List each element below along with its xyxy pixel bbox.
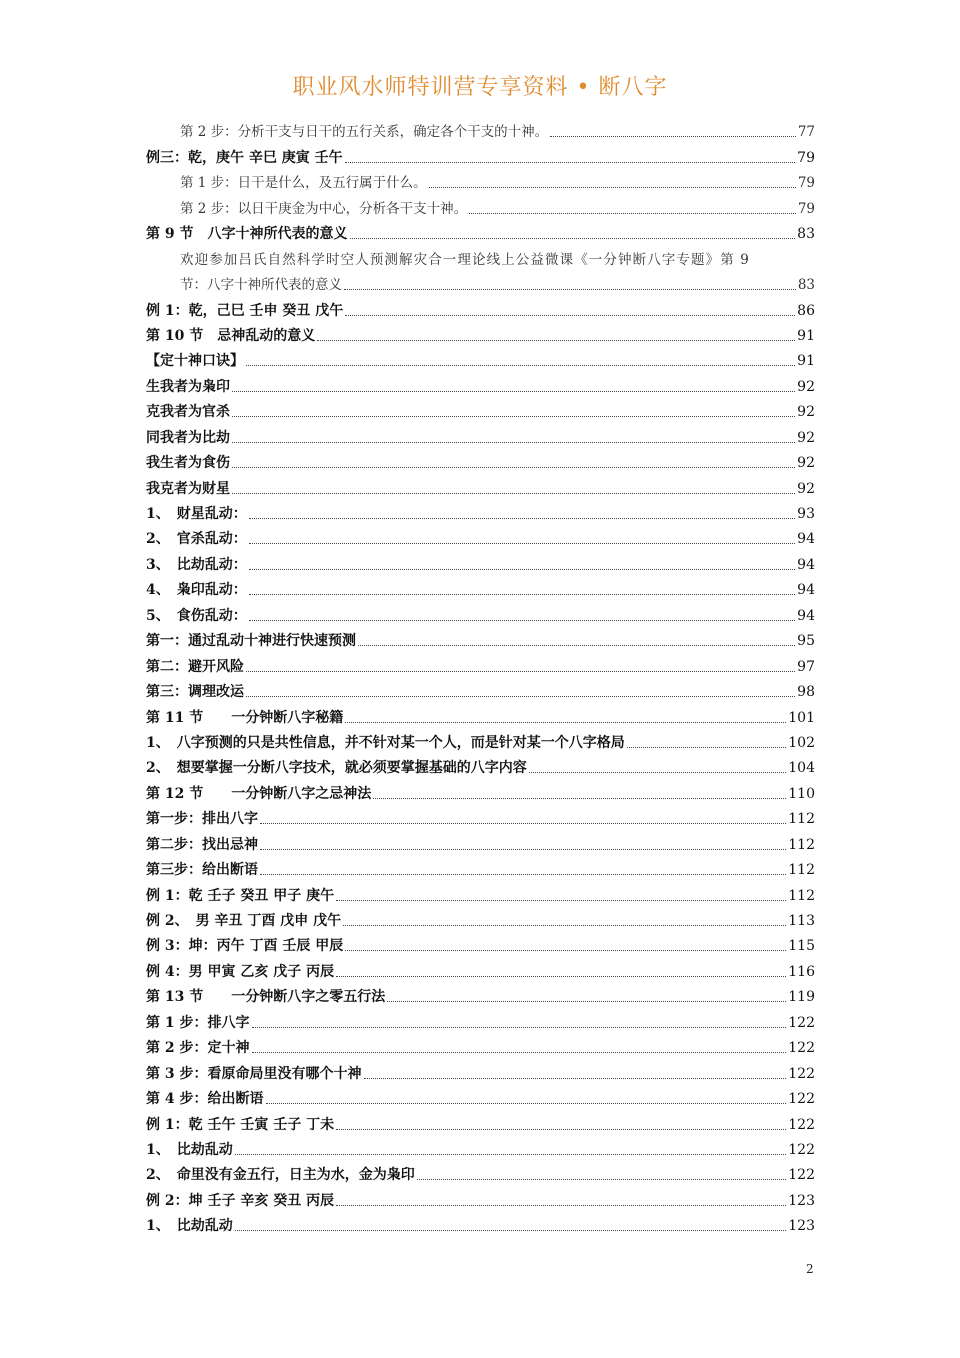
toc-entry-title: 例 3：坤：丙午 丁酉 壬辰 甲辰 bbox=[146, 938, 344, 955]
toc-entry-title: 例 1：乾，己巳 壬申 癸丑 戊午 bbox=[146, 302, 344, 319]
toc-leader-dots bbox=[345, 315, 795, 316]
toc-leader-dots bbox=[469, 213, 796, 214]
toc-entry-page: 122 bbox=[788, 1141, 815, 1158]
toc-entry[interactable] bbox=[146, 1210, 815, 1235]
toc-entry-page: 98 bbox=[797, 684, 815, 701]
toc-entry[interactable] bbox=[146, 955, 815, 980]
toc-entry-page: 86 bbox=[797, 302, 815, 319]
toc-entry[interactable] bbox=[146, 1057, 815, 1082]
toc-entry-page: 122 bbox=[788, 1167, 815, 1184]
toc-entry-title: 第 13 节 一分钟断八字之零五行法 bbox=[146, 989, 386, 1006]
toc-entry[interactable] bbox=[146, 828, 815, 853]
toc-entry-page: 112 bbox=[788, 887, 815, 904]
toc-entry[interactable] bbox=[146, 752, 815, 777]
toc-leader-dots bbox=[235, 1154, 787, 1155]
toc-entry-title: 第二步：找出忌神 bbox=[146, 836, 258, 853]
toc-entry-title: 1、 比劫乱动 bbox=[146, 1218, 233, 1235]
toc-entry-page: 95 bbox=[797, 633, 815, 650]
toc-leader-dots bbox=[249, 620, 795, 621]
toc-leader-dots bbox=[344, 289, 796, 290]
toc-entry[interactable] bbox=[146, 370, 815, 395]
toc-entry-title: 第 1 步：排八字 bbox=[146, 1014, 250, 1031]
toc-entry[interactable] bbox=[146, 625, 815, 650]
toc-entry-page: 94 bbox=[797, 531, 815, 548]
toc-entry-title: 2、 命里没有金五行，日主为水，金为枭印 bbox=[146, 1167, 415, 1184]
toc-leader-dots bbox=[232, 416, 795, 417]
toc-entry[interactable] bbox=[146, 650, 815, 675]
toc-leader-dots bbox=[345, 722, 786, 723]
toc-entry-title: 4、 枭印乱动： bbox=[146, 582, 247, 599]
toc-entry-page: 92 bbox=[797, 378, 815, 395]
toc-leader-dots bbox=[336, 1129, 786, 1130]
toc-entry-page: 97 bbox=[797, 658, 815, 675]
toc-leader-dots bbox=[387, 1001, 786, 1002]
toc-entry[interactable] bbox=[146, 320, 815, 345]
toc-leader-dots bbox=[345, 950, 786, 951]
toc-entry-title: 生我者为枭印 bbox=[146, 378, 230, 395]
toc-leader-dots bbox=[232, 391, 795, 392]
toc-entry[interactable] bbox=[146, 218, 815, 243]
toc-entry[interactable] bbox=[146, 1184, 815, 1209]
toc-entry-page: 94 bbox=[797, 582, 815, 599]
toc-entry[interactable] bbox=[146, 1083, 815, 1108]
toc-entry-page: 116 bbox=[788, 963, 815, 980]
toc-entry-page: 113 bbox=[788, 913, 815, 929]
toc-entry-title: 第 11 节 一分钟断八字秘籍 bbox=[146, 709, 344, 726]
toc-entry[interactable] bbox=[146, 498, 815, 523]
toc-entry-title: 同我者为比劫 bbox=[146, 429, 230, 446]
toc-entry-title: 第 4 步：给出断语 bbox=[146, 1091, 264, 1108]
toc-entry-title: 第 1 步：日干是什么，及五行属于什么。 bbox=[180, 175, 427, 192]
toc-entry[interactable] bbox=[146, 803, 815, 828]
toc-entry[interactable] bbox=[146, 1108, 815, 1133]
toc-entry-page: 112 bbox=[788, 836, 815, 853]
toc-entry-page: 92 bbox=[797, 404, 815, 421]
toc-entry[interactable] bbox=[146, 1134, 815, 1159]
toc-entry-page: 94 bbox=[797, 607, 815, 624]
toc-entry[interactable] bbox=[146, 345, 815, 370]
toc-entry[interactable] bbox=[146, 574, 815, 599]
toc-entry-page: 94 bbox=[797, 556, 815, 573]
toc-entry[interactable] bbox=[146, 1006, 815, 1031]
toc-entry[interactable] bbox=[146, 192, 815, 217]
toc-entry[interactable] bbox=[146, 727, 815, 752]
toc-entry-page: 123 bbox=[788, 1192, 815, 1209]
toc-leader-dots bbox=[260, 874, 786, 875]
toc-leader-dots bbox=[249, 569, 795, 570]
toc-leader-dots bbox=[235, 1230, 787, 1231]
toc-entry[interactable] bbox=[146, 930, 815, 955]
toc-leader-dots bbox=[429, 187, 796, 188]
toc-entry-title: 第 9 节 八字十神所代表的意义 bbox=[146, 226, 348, 243]
toc-entry-title: 例 2、 男 辛丑 丁酉 戊申 戊午 bbox=[146, 913, 342, 929]
toc-entry-title: 欢迎参加吕氏自然科学时空人预测解灾合一理论线上公益微课《一分钟断八字专题》第 9 bbox=[180, 251, 750, 268]
toc-leader-dots bbox=[266, 1103, 787, 1104]
toc-entry-page: 93 bbox=[797, 506, 815, 522]
toc-entry-title: 【定十神口诀】 bbox=[146, 353, 244, 370]
toc-entry-page: 91 bbox=[797, 327, 815, 344]
toc-leader-dots bbox=[336, 900, 786, 901]
toc-entry[interactable] bbox=[146, 905, 815, 930]
toc-leader-dots bbox=[529, 772, 787, 773]
toc-entry-title: 第 12 节 一分钟断八字之忌神法 bbox=[146, 785, 372, 802]
toc-entry-page: 112 bbox=[788, 811, 815, 828]
toc-entry[interactable] bbox=[146, 116, 815, 141]
toc-entry[interactable] bbox=[146, 981, 815, 1006]
toc-entry-title: 克我者为官杀 bbox=[146, 404, 230, 421]
toc-leader-dots bbox=[260, 849, 786, 850]
toc-entry[interactable] bbox=[146, 396, 815, 421]
toc-entry-page: 79 bbox=[797, 149, 815, 166]
toc-entry-title: 我克者为财星 bbox=[146, 480, 230, 497]
toc-entry[interactable] bbox=[146, 777, 815, 802]
toc-leader-dots bbox=[350, 238, 796, 239]
toc-entry-page: 122 bbox=[788, 1065, 815, 1082]
toc-entry[interactable] bbox=[146, 421, 815, 446]
toc-leader-dots bbox=[249, 594, 795, 595]
toc-entry-page: 112 bbox=[788, 862, 815, 879]
toc-entry-page: 122 bbox=[788, 1040, 815, 1057]
toc-entry-title: 1、 财星乱动： bbox=[146, 506, 247, 522]
toc-leader-dots bbox=[232, 442, 795, 443]
toc-entry-title: 节：八字十神所代表的意义 bbox=[180, 277, 342, 294]
toc-entry-title: 第 3 步：看原命局里没有哪个十神 bbox=[146, 1065, 362, 1082]
toc-leader-dots bbox=[249, 518, 795, 519]
toc-entry-title: 2、 想要掌握一分断八字技术，就必须要掌握基础的八字内容 bbox=[146, 760, 527, 777]
toc-leader-dots bbox=[417, 1179, 787, 1180]
toc-entry[interactable] bbox=[146, 269, 815, 294]
toc-leader-dots bbox=[550, 136, 796, 137]
toc-entry-page: 104 bbox=[788, 760, 815, 777]
toc-entry[interactable] bbox=[146, 167, 815, 192]
toc-entry-page: 79 bbox=[797, 200, 815, 217]
toc-entry-page: 110 bbox=[788, 785, 815, 802]
toc-entry[interactable] bbox=[146, 879, 815, 904]
toc-entry[interactable] bbox=[146, 599, 815, 624]
toc-leader-dots bbox=[336, 1205, 786, 1206]
toc-entry-page: 122 bbox=[788, 1014, 815, 1031]
page-header-title: 职业风水师特训营专享资料 • 断八字 bbox=[292, 75, 668, 100]
toc-entry-page: 83 bbox=[797, 277, 815, 294]
toc-leader-dots bbox=[343, 925, 786, 926]
toc-entry[interactable] bbox=[146, 1159, 815, 1184]
toc-leader-dots bbox=[232, 493, 795, 494]
toc-entry[interactable] bbox=[146, 701, 815, 726]
toc-entry-page: 119 bbox=[788, 989, 815, 1006]
toc-leader-dots bbox=[252, 1027, 787, 1028]
toc-entry-title: 3、 比劫乱动： bbox=[146, 556, 247, 573]
toc-leader-dots bbox=[246, 365, 795, 366]
toc-entry-title: 第二：避开风险 bbox=[146, 658, 244, 675]
toc-entry-title: 例 2：坤 壬子 辛亥 癸丑 丙辰 bbox=[146, 1192, 335, 1209]
toc-entry-page: 92 bbox=[797, 480, 815, 497]
toc-entry-page: 77 bbox=[797, 124, 815, 141]
toc-leader-dots bbox=[345, 162, 796, 163]
toc-leader-dots bbox=[336, 976, 786, 977]
toc-entry[interactable] bbox=[146, 294, 815, 319]
toc-entry[interactable] bbox=[146, 243, 815, 268]
toc-leader-dots bbox=[373, 798, 786, 799]
toc-entry[interactable] bbox=[146, 1032, 815, 1057]
toc-entry[interactable] bbox=[146, 141, 815, 166]
toc-entry-page: 122 bbox=[788, 1116, 815, 1133]
toc-entry[interactable] bbox=[146, 523, 815, 548]
toc-entry-page: 102 bbox=[788, 734, 815, 751]
toc-leader-dots bbox=[232, 467, 795, 468]
toc-entry-title: 例三：乾，庚午 辛巳 庚寅 壬午 bbox=[146, 149, 343, 166]
toc-entry-title: 第 10 节 忌神乱动的意义 bbox=[146, 327, 316, 344]
toc-entry[interactable] bbox=[146, 447, 815, 472]
toc-leader-dots bbox=[364, 1078, 787, 1079]
toc-leader-dots bbox=[260, 823, 786, 824]
toc-entry-title: 第 2 步：以日干庚金为中心，分析各干支十神。 bbox=[180, 200, 468, 217]
page-number: 2 bbox=[806, 1262, 814, 1276]
toc-entry-page: 92 bbox=[797, 455, 815, 472]
toc-entry-page: 115 bbox=[788, 938, 815, 955]
toc-entry[interactable] bbox=[146, 676, 815, 701]
toc-entry-title: 第三步：给出断语 bbox=[146, 862, 258, 879]
toc-entry-page: 92 bbox=[797, 429, 815, 446]
toc-entry[interactable] bbox=[146, 854, 815, 879]
toc-entry-title: 例 1：乾 壬午 壬寅 壬子 丁未 bbox=[146, 1116, 335, 1133]
toc-entry-page: 122 bbox=[788, 1091, 815, 1108]
toc-entry-title: 第 2 步：分析干支与日干的五行关系，确定各个干支的十神。 bbox=[180, 124, 549, 141]
toc-entry-page: 79 bbox=[797, 175, 815, 192]
toc-entry-title: 我生者为食伤 bbox=[146, 455, 230, 472]
table-of-contents bbox=[146, 116, 815, 1235]
toc-leader-dots bbox=[246, 671, 795, 672]
toc-entry-title: 第三：调理改运 bbox=[146, 684, 244, 701]
toc-leader-dots bbox=[358, 645, 795, 646]
toc-entry-title: 第一：通过乱动十神进行快速预测 bbox=[146, 633, 356, 650]
toc-entry-title: 1、 比劫乱动 bbox=[146, 1141, 233, 1158]
toc-leader-dots bbox=[252, 1052, 787, 1053]
toc-leader-dots bbox=[246, 696, 795, 697]
toc-entry-title: 第一步：排出八字 bbox=[146, 811, 258, 828]
toc-entry-title: 例 1：乾 壬子 癸丑 甲子 庚午 bbox=[146, 887, 335, 904]
toc-entry-page: 123 bbox=[788, 1218, 815, 1235]
toc-leader-dots bbox=[249, 543, 795, 544]
toc-entry-title: 2、 官杀乱动： bbox=[146, 531, 247, 548]
toc-entry-title: 1、 八字预测的只是共性信息，并不针对某一个人，而是针对某一个八字格局 bbox=[146, 734, 625, 751]
toc-entry-page: 91 bbox=[797, 353, 815, 370]
toc-entry-page: 101 bbox=[788, 709, 815, 726]
toc-leader-dots bbox=[317, 340, 795, 341]
toc-entry[interactable] bbox=[146, 472, 815, 497]
toc-entry-page: 83 bbox=[797, 226, 815, 243]
toc-entry-title: 5、 食伤乱动： bbox=[146, 607, 247, 624]
toc-leader-dots bbox=[627, 747, 787, 748]
toc-entry-title: 第 2 步：定十神 bbox=[146, 1040, 250, 1057]
toc-entry[interactable] bbox=[146, 548, 815, 573]
toc-entry-title: 例 4：男 甲寅 乙亥 戊子 丙辰 bbox=[146, 963, 335, 980]
